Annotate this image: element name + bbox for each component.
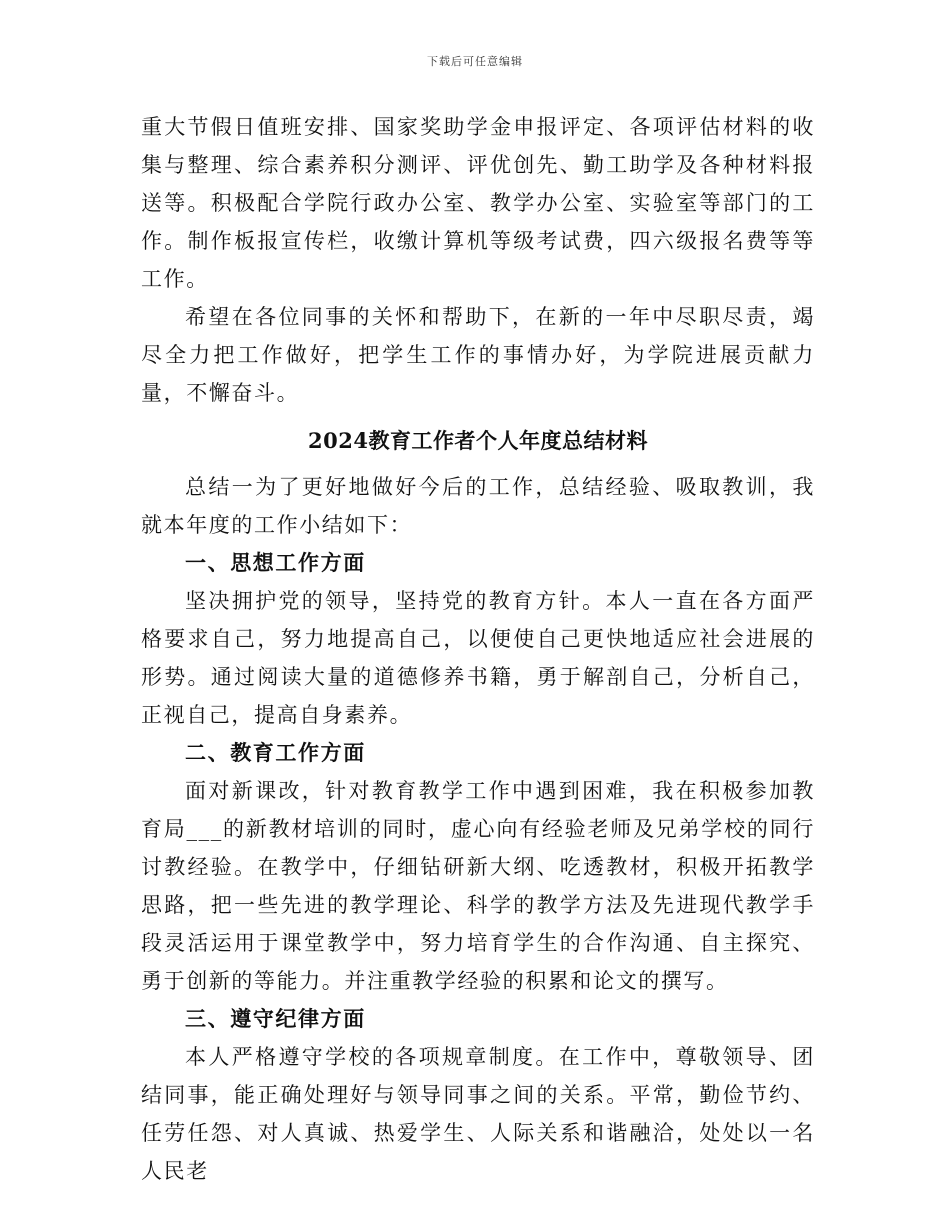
section-heading-thought: 一、思想工作方面 — [185, 550, 366, 575]
section-body-thought: 坚决拥护党的领导，坚持党的教育方针。本人一直在各方面严格要求自己，努力地提高自己，以便使自己更快地适应社会进展的形势。通过阅读大量的道德修养书籍，勇于解剖自己，分析自己，正视自己，提高自身素养。 — [141, 589, 815, 727]
document-body — [141, 108, 815, 1190]
section-body-education: 面对新课改，针对教育教学工作中遇到困难，我在积极参加教育局___的新教材培训的同时，虚心向有经验老师及兄弟学校的同行讨教经验。在教学中，仔细钻研新大纲、吃透教材，积极开拓教学思路，把一些先进的教学理论、科学的教学方法及先进现代教学手段灵活运用于课堂教学中，努力培育学生的合作沟通、自主探究、勇于创新的等能力。并注重教学经验的积累和论文的撰写。 — [141, 779, 815, 993]
page-header: 下载后可任意编辑 — [427, 55, 523, 68]
paragraph-closing: 希望在各位同事的关怀和帮助下，在新的一年中尽职尽责，竭尽全力把工作做好，把学生工作的事情办好，为学院进展贡献力量，不懈奋斗。 — [141, 305, 815, 405]
document-title: 2024教育工作者个人年度总结材料 — [308, 428, 648, 453]
paragraph-duties: 重大节假日值班安排、国家奖助学金申报评定、各项评估材料的收集与整理、综合素养积分测评、评优创先、勤工助学及各种材料报送等。积极配合学院行政办公室、教学办公室、实验室等部门的工作。制作板报宣传栏，收缴计算机等级考试费，四六级报名费等等工作。 — [141, 115, 815, 291]
section-heading-education: 二、教育工作方面 — [185, 740, 366, 765]
section-body-discipline: 本人严格遵守学校的各项规章制度。在工作中，尊敬领导、团结同事，能正确处理好与领导同事之间的关系。平常，勤俭节约、任劳任怨、对人真诚、热爱学生、人际关系和谐融洽，处处以一名人民老 — [141, 1045, 815, 1183]
paragraph-intro: 总结一为了更好地做好今后的工作，总结经验、吸取教训，我就本年度的工作小结如下： — [141, 475, 815, 537]
section-heading-discipline: 三、遵守纪律方面 — [185, 1006, 366, 1031]
